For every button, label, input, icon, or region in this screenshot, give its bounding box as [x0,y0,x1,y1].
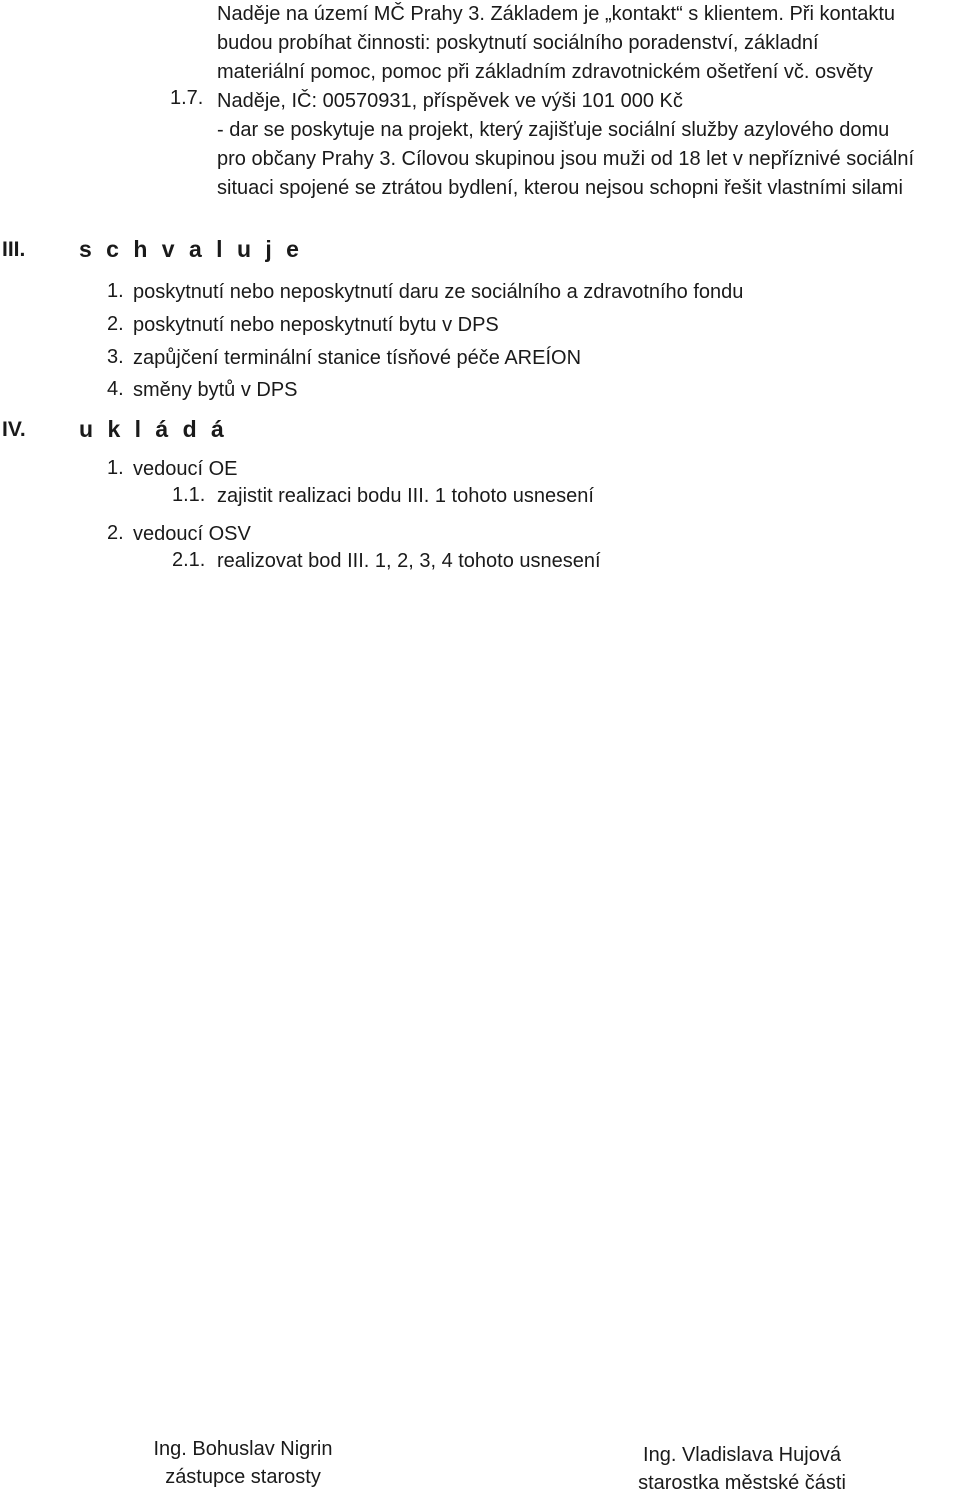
section-roman-iii: III. [2,238,26,261]
list-item-number: 2. [107,313,124,335]
sub-item: zajistit realizaci bodu III. 1 tohoto usnesení [217,485,594,507]
list-item: poskytnutí nebo neposkytnutí daru ze sociálního a zdravotního fondu [133,281,744,303]
signature-name: Ing. Bohuslav Nigrin [153,1438,333,1460]
text-line: materiální pomoc, pomoc při základním zdravotnickém ošetření vč. osvěty [217,61,873,83]
section-heading-uklada: u k l á d á [79,416,227,442]
list-item: poskytnutí nebo neposkytnutí bytu v DPS [133,314,499,336]
list-item: vedoucí OSV [133,523,251,545]
item-number-1-7: 1.7. [170,87,204,109]
text-line: Naděje, IČ: 00570931, příspěvek ve výši 101 000 Kč [217,90,683,112]
list-item-number: 2. [107,522,124,544]
list-item-number: 4. [107,378,124,400]
section-roman-iv: IV. [2,418,26,441]
list-item-number: 1. [107,280,124,302]
signature-title: zástupce starosty [165,1466,321,1488]
list-item: vedoucí OE [133,458,238,480]
section-heading-schvaluje: s c h v a l u j e [79,236,302,262]
sub-item-number: 1.1. [172,484,206,506]
signature-left [128,1435,358,1491]
signature-name: Ing. Vladislava Hujová [643,1444,841,1466]
text-line: - dar se poskytuje na projekt, který zajišťuje sociální služby azylového domu [217,119,890,141]
signature-title: starostka městské části [638,1472,846,1494]
list-item-number: 1. [107,457,124,479]
signature-right [612,1441,872,1497]
text-line: pro občany Prahy 3. Cílovou skupinou jsou muži od 18 let v nepříznivé sociální [217,148,915,170]
list-item: směny bytů v DPS [133,379,298,401]
item-1-7-text [217,87,914,203]
text-line: budou probíhat činnosti: poskytnutí sociálního poradenství, základní [217,32,819,54]
text-line: Naděje na území MČ Prahy 3. Základem je „kontakt“ s klientem. Při kontaktu [217,3,896,25]
text-line: situaci spojené se ztrátou bydlení, kterou nejsou schopni řešit vlastními silami [217,177,903,199]
sub-item: realizovat bod III. 1, 2, 3, 4 tohoto usnesení [217,550,601,572]
list-item-number: 3. [107,346,124,368]
sub-item-number: 2.1. [172,549,206,571]
continuation-text [217,0,895,87]
list-item: zapůjčení terminální stanice tísňové péče AREÍON [133,347,582,369]
